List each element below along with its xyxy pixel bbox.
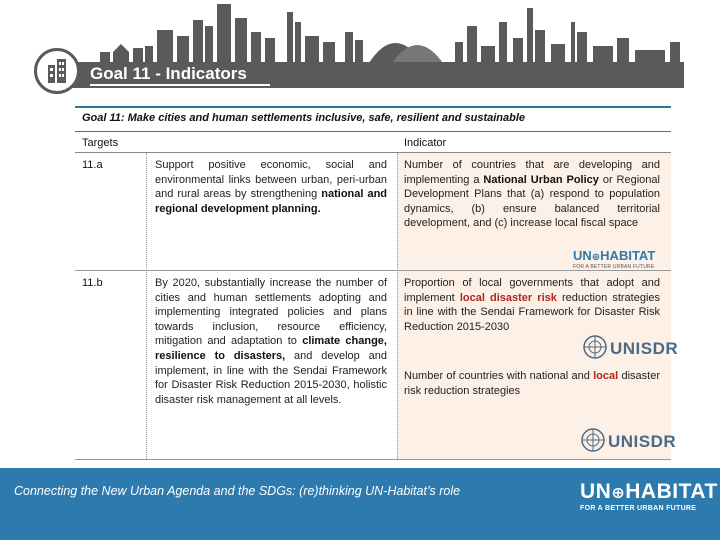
un-habitat-footer-logo: UN⊕HABITAT FOR A BETTER URBAN FUTURE [580, 480, 718, 512]
indicator-text-11b-2: Number of countries with national and local disaster risk reduction strategies [404, 370, 660, 397]
indicator-text-11a: Number of countries that are developing and implementing a National Urban Policy or Regional Development Plans that (a) respond to population dynamics, (b) ensure balanced territorial development, and (c) increase local fiscal space [404, 159, 660, 230]
goal-statement: Goal 11: Make cities and human settlements inclusive, safe, resilient and sustainable [82, 112, 526, 124]
target-text-11b: By 2020, substantially increase the number of cities and human settlements adopting and implementing integrated policies and plans towards inclusion, resource efficiency, mitigation and adaptation to climate change, resilience to disasters, and develop and implement, in line with the Sendai Framework for Disaster Risk Reduction 2015-2030, holistic disaster risk management at all levels. [155, 277, 387, 406]
target-text-11a: Support positive economic, social and environmental links between urban, peri-urban and rural areas by strengthening national and regional development planning. [155, 159, 388, 215]
goal-divider [75, 131, 671, 132]
column-header-targets: Targets [82, 137, 119, 149]
unisdr-logo-2: UNISDR [580, 427, 670, 453]
footer-caption: Connecting the New Urban Agenda and the SDGs: (re)thinking UN-Habitat’s role [14, 484, 461, 498]
target-id-11a: 11.a [82, 159, 103, 171]
column-divider-2 [397, 153, 398, 459]
unisdr-logo: UNISDR [582, 334, 672, 360]
goal-top-rule [75, 106, 671, 108]
column-divider-1 [146, 153, 147, 459]
target-id-11b: 11.b [82, 277, 103, 289]
building-icon [34, 48, 80, 94]
column-header-indicator: Indicator [404, 137, 447, 149]
title-underline [90, 84, 270, 86]
city-skyline-graphic [95, 2, 705, 66]
row-divider-1 [75, 270, 671, 271]
indicator-text-11b-1: Proportion of local governments that adopt and implement local disaster risk reduction strategies in line with the Sendai Framework for Disaster Risk Reduction 2015-2030 [404, 277, 661, 333]
page-title: Goal 11 - Indicators [90, 64, 247, 83]
un-habitat-logo: UN⊕HABITAT FOR A BETTER URBAN FUTURE [573, 248, 656, 270]
table-bottom-rule [75, 459, 671, 460]
